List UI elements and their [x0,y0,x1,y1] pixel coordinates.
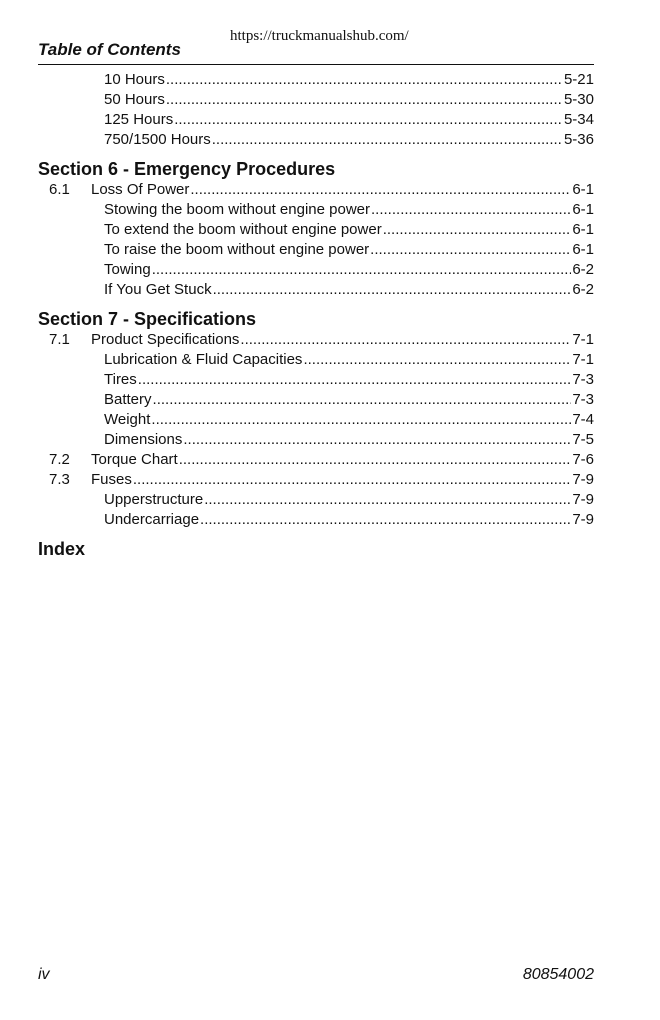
toc-leader-dots [200,510,571,530]
toc-entry-number: 7.2 [49,451,70,468]
toc-leader-dots [151,410,571,430]
toc-entry-label: If You Get Stuck [104,281,212,298]
toc-entry-label: Tires [104,371,137,388]
toc-leader-dots [370,240,571,260]
toc-entry-label: Battery [104,391,152,408]
toc-entry-page: 7-5 [572,431,594,448]
section-heading[interactable]: Section 6 - Emergency Procedures [38,159,336,179]
toc-entry-label: 750/1500 Hours [104,131,211,148]
toc-entry[interactable] [38,410,594,430]
toc-entry[interactable] [38,430,594,450]
toc-entry[interactable] [38,370,594,390]
toc-leader-dots [166,90,563,110]
toc-entry[interactable] [38,240,594,260]
toc-entry-label: Undercarriage [104,511,200,528]
toc-leader-dots [138,370,572,390]
toc-entry[interactable] [38,70,594,90]
header-divider [38,64,594,65]
table-of-contents [38,70,594,560]
toc-entry-label: 10 Hours [104,71,165,88]
toc-entry[interactable] [38,390,594,410]
toc-entry-label: To raise the boom without engine power [104,241,370,258]
toc-entry[interactable] [38,110,594,130]
toc-entry[interactable] [38,130,594,150]
toc-entry[interactable] [38,200,594,220]
toc-leader-dots [153,390,572,410]
toc-leader-dots [166,70,563,90]
footer-document-number: 80854002 [522,966,594,983]
toc-entry-page: 7-9 [572,471,594,488]
toc-entry-label: Dimensions [104,431,183,448]
toc-leader-dots [152,260,572,280]
toc-leader-dots [190,180,571,200]
toc-leader-dots [133,470,571,490]
toc-leader-dots [212,130,563,150]
toc-entry-label: Product Specifications [91,331,240,348]
toc-entry-page: 7-1 [572,351,594,368]
toc-entry[interactable] [38,180,594,200]
toc-leader-dots [240,330,571,350]
toc-entry-label: Stowing the boom without engine power [104,201,371,218]
toc-entry-number: 7.1 [49,331,70,348]
page-title: Table of Contents [38,40,181,59]
toc-entry-page: 6-1 [572,201,594,218]
toc-leader-dots [303,350,571,370]
toc-entry-label: Loss Of Power [91,181,190,198]
toc-entry[interactable] [38,280,594,300]
watermark-url: https://truckmanualshub.com/ [230,28,409,44]
toc-entry-page: 7-3 [572,371,594,388]
toc-entry-page: 5-21 [563,71,594,88]
toc-entry-page: 5-30 [563,91,594,108]
footer-page-number: iv [38,966,50,983]
toc-entry-page: 6-1 [572,181,594,198]
toc-entry[interactable] [38,330,594,350]
toc-leader-dots [204,490,571,510]
toc-entry-label: 125 Hours [104,111,174,128]
toc-entry-page: 7-1 [572,331,594,348]
toc-entry-label: To extend the boom without engine power [104,221,382,238]
toc-entry-number: 6.1 [49,181,70,198]
toc-entry-page: 7-6 [572,451,594,468]
toc-entry[interactable] [38,450,594,470]
toc-entry[interactable] [38,490,594,510]
toc-entry[interactable] [38,510,594,530]
toc-entry-label: Towing [104,261,151,278]
toc-entry[interactable] [38,470,594,490]
toc-entry-label: Fuses [91,471,132,488]
toc-entry-page: 6-2 [572,281,594,298]
toc-leader-dots [179,450,572,470]
toc-entry[interactable] [38,350,594,370]
index-heading[interactable]: Index [38,539,86,559]
toc-entry-label: Upperstructure [104,491,204,508]
toc-entry-page: 7-4 [572,411,594,428]
toc-entry-page: 6-1 [572,241,594,258]
toc-entry-page: 7-3 [572,391,594,408]
toc-entry-page: 6-1 [572,221,594,238]
toc-entry-number: 7.3 [49,471,70,488]
toc-entry[interactable] [38,90,594,110]
toc-entry[interactable] [38,220,594,240]
toc-entry-label: Lubrication & Fluid Capacities [104,351,303,368]
toc-leader-dots [383,220,572,240]
toc-entry-label: Torque Chart [91,451,178,468]
toc-entry-page: 7-9 [572,511,594,528]
toc-entry-page: 5-36 [563,131,594,148]
toc-leader-dots [183,430,571,450]
toc-entry-page: 7-9 [572,491,594,508]
toc-leader-dots [174,110,563,130]
toc-leader-dots [371,200,571,220]
toc-entry-label: Weight [104,411,151,428]
toc-entry[interactable] [38,260,594,280]
toc-entry-label: 50 Hours [104,91,165,108]
toc-entry-page: 5-34 [563,111,594,128]
toc-leader-dots [213,280,572,300]
toc-entry-page: 6-2 [572,261,594,278]
section-heading[interactable]: Section 7 - Specifications [38,309,257,329]
